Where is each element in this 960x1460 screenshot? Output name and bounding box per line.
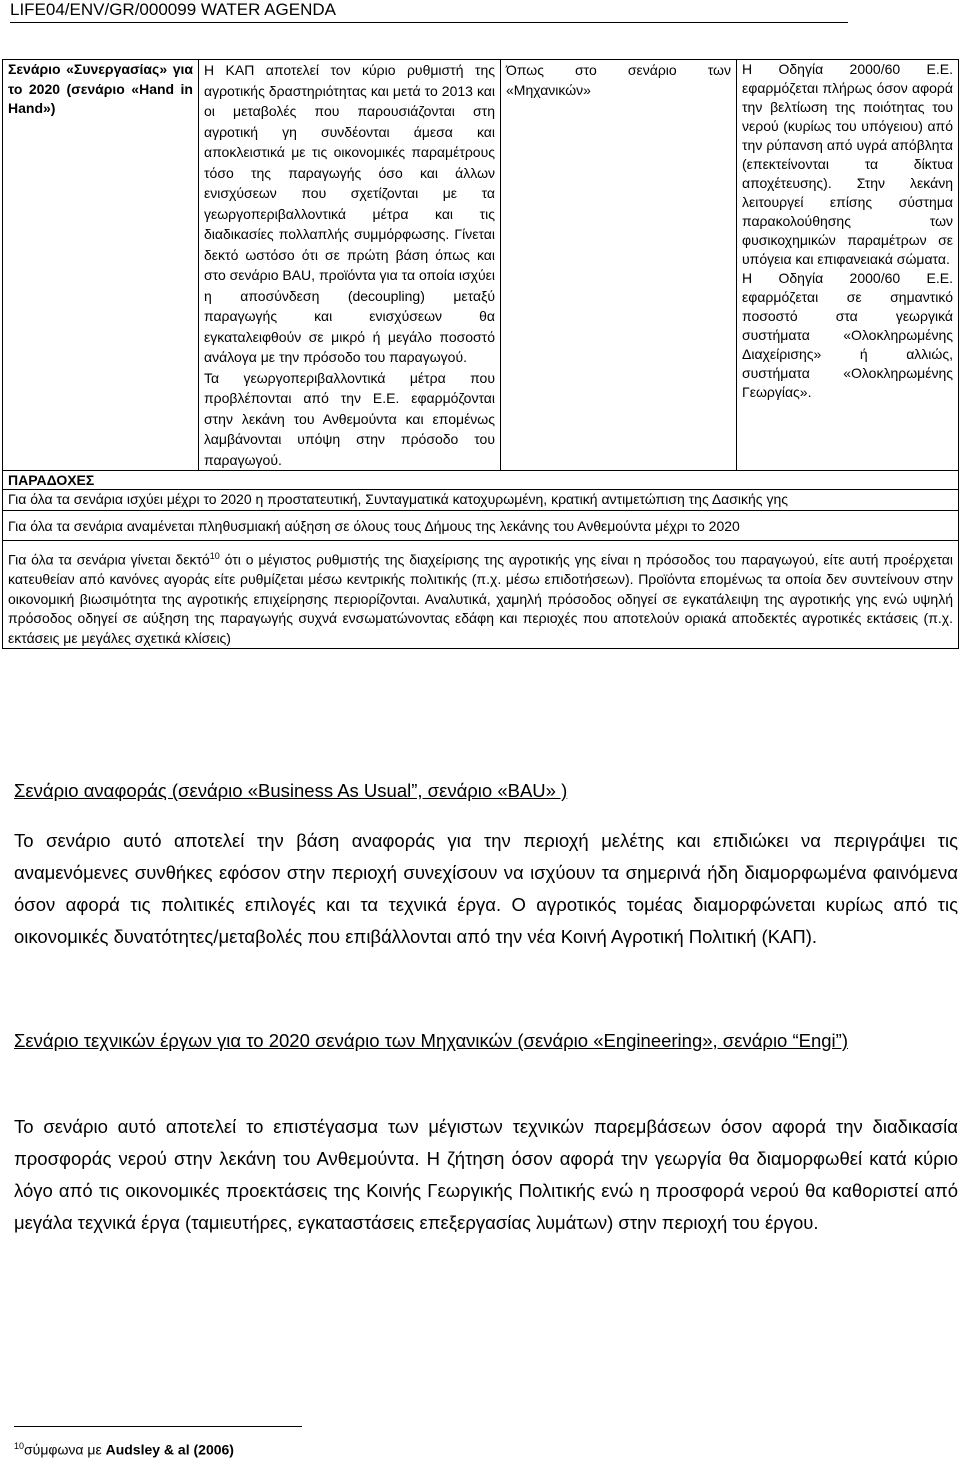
- assumption-income-rest: ότι ο μέγιστος ρυθμιστής της διαχείρισης της αγροτικής γης είναι η πρόσοδος του παραγωγού, είτε αυτή προέρχεται κατευθείαν από κανόνες αγοράς είτε ρυθμίζεται μέσω κεντρικής πολιτικής (π.χ. μέσω επιδοτήσεων). Προϊόντα επομένως τα οποία δεν συντείνουν στην οικονομική βιωσιμότητα της αγροτικής επιχείρησης περιορίζονται. Αναλυτικά, χαμηλή πρόσοδος οδηγεί σε εγκατάλειψη της αγροτικής γης ενώ υψηλή πρόσοδος οδηγεί σε αύξηση της παραγωγής συχνά ενσωματώνοντας εδάφη και περιοχές που αποτελούν οριακά αποδεκτές αγροτικές εκτάσεις (π.χ. εκτάσεις με μεγάλες σχετικά κλίσεις): [8, 551, 953, 646]
- engi-section-text: Το σενάριο αυτό αποτελεί το επιστέγασμα των μέγιστων τεχνικών παρεμβάσεων όσον αφορά την διαδικασία προσφοράς νερού στην λεκάνη του Ανθεμούντα. Η ζήτηση όσον αφορά την γεωργία θα διαμορφωθεί κατά κύριο λόγο από τις οικονομικές προεκτάσεις της Κοινής Γεωργικής Πολιτικής ενώ η προσφορά νερού θα καθοριστεί από μεγάλα τεχνικά έργα (ταμιευτήρες, εγκαταστάσεις επεξεργασίας λυμάτων) στην περιοχή του έργου.: [14, 1116, 958, 1233]
- policy-paragraph-1: Η ΚΑΠ αποτελεί τον κύριο ρυθμιστή της αγροτικής δραστηριότητας και μετά το 2013 και οι μεταβολές που παρουσιάζονται στη αγροτική γη συνδέονται άμεσα και αποκλειστικά με τις οικονομικές παραμέτρους τόσο της παραγωγής όσο και άλλων ενισχύσεων που σχετίζονται με τα γεωργοπεριβαλλοντικά μέτρα και τις διαδικασίες πολλαπλής συμμόρφωσης. Γίνεται δεκτό ωστόσο ότι σε πρώτη βάση όπως και στο σενάριο BAU, προϊόντα για τα οποία ισχύει η αποσύνδεση (decoupling) μεταξύ παραγωγής και ενισχύσεων θα εγκαταλειφθούν σε μικρό ή μεγάλο ποσοστό ανάλογα με την πρόσοδο του παραγωγού.: [204, 62, 496, 365]
- engineering-cell: [501, 60, 737, 471]
- table-row: [3, 60, 959, 471]
- footnote-reference: 10: [209, 551, 220, 561]
- assumption-income-start: Για όλα τα σενάρια γίνεται δεκτό: [8, 551, 210, 568]
- assumption-forest: Για όλα τα σενάρια ισχύει μέχρι το 2020 η προστατευτική, Συνταγματικά κατοχυρωμένη, κρατική αντιμετώπιση της Δασικής γης: [3, 490, 959, 511]
- assumption-income: [3, 541, 959, 649]
- assumptions-heading: ΠΑΡΑΔΟΧΕΣ: [3, 471, 959, 490]
- assumptions-heading-row: [3, 471, 959, 490]
- bau-section-title: Σενάριο αναφοράς (σενάριο «Business As Usual”, σενάριο «BAU» ): [14, 780, 568, 801]
- footnote-text: σύμφωνα με: [24, 1441, 106, 1458]
- table-row: [3, 541, 959, 649]
- assumption-population: Για όλα τα σενάρια αναμένεται πληθυσμιακή αύξηση σε όλους τους Δήμους της λεκάνης του Ανθεμούντα μέχρι το 2020: [3, 510, 959, 541]
- engineering-text: Όπως στο σενάριο των «Μηχανικών»: [506, 62, 731, 98]
- scenario-name-cell: [3, 60, 199, 471]
- footnote: [14, 1436, 234, 1460]
- scenario-name: Σενάριο «Συνεργασίας» για το 2020 (σενάριο «Hand in Hand»): [8, 61, 193, 116]
- footnote-authors: Audsley & al (2006): [105, 1441, 234, 1458]
- directive-paragraph-2: Η Οδηγία 2000/60 Ε.Ε. εφαρμόζεται σε σημαντικό ποσοστό στα γεωργικά συστήματα «Ολοκληρωμένης Διαχείρισης» ή αλλιώς, συστήματα «Ολοκληρωμένης Γεωργίας».: [742, 270, 953, 400]
- engi-section-title: Σενάριο τεχνικών έργων για το 2020 σενάριο των Μηχανικών (σενάριο «Engineering», σενάριο “Engi”): [14, 1030, 848, 1051]
- page-header: [10, 0, 848, 23]
- bau-section-text: Το σενάριο αυτό αποτελεί την βάση αναφοράς για την περιοχή μελέτης και επιδιώκει να περιγράψει τις αναμενόμενες συνθήκες εφόσον στην περιοχή συνεχίσουν να ισχύουν τα σημερινά ήδη διαμορφωμένα φαινόμενα όσον αφορά τις πολιτικές επιλογές και τα τεχνικά έργα. Ο αγροτικός τομέας διαμορφώνεται κυρίως από τις οικονομικές δυνατότητες/μεταβολές που επιβάλλονται από την νέα Κοινή Αγροτική Πολιτική (ΚΑΠ).: [14, 830, 958, 947]
- policy-paragraph-2: Τα γεωργοπεριβαλλοντικά μέτρα που προβλέπονται από την Ε.Ε. εφαρμόζονται στην λεκάνη του Ανθεμούντα και επομένως λαμβάνονται υπόψη στην πρόσοδο του παραγωγού.: [204, 369, 495, 468]
- table-row: [3, 490, 959, 511]
- header-title: LIFE04/ENV/GR/000099 WATER AGENDA: [10, 0, 336, 19]
- policy-cell: [199, 60, 501, 471]
- directive-cell: [737, 60, 959, 471]
- footnote-divider: [14, 1426, 302, 1427]
- footnote-number: 10: [14, 1441, 25, 1451]
- table-row: [3, 510, 959, 541]
- scenario-table: [2, 59, 959, 649]
- directive-paragraph-1: Η Οδηγία 2000/60 Ε.Ε. εφαρμόζεται πλήρως όσον αφορά την βελτίωση της ποιότητας του νερού (κυρίως του υπόγειου) από την ρύπανση από υγρά απόβλητα (επεκτείνονται τα δίκτυα αποχέτευσης). Στην λεκάνη λειτουργεί επίσης σύστημα παρακολούθησης των φυσικοχημικών παραμέτρων σε υπόγεια και επιφανειακά σώματα.: [742, 61, 953, 267]
